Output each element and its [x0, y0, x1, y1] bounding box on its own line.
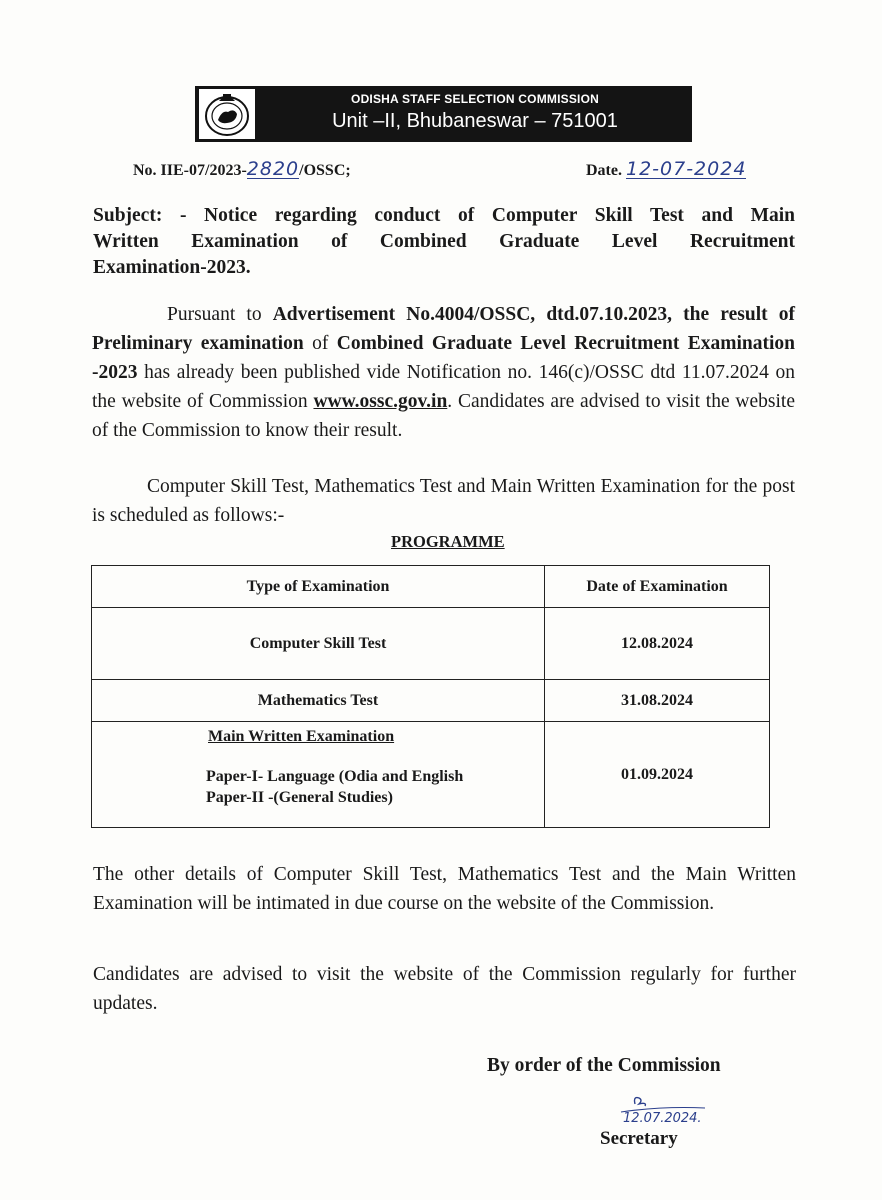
- header-type: Type of Examination: [92, 566, 545, 608]
- exam-date-cell: 12.08.2024: [545, 608, 770, 680]
- header-date: Date of Examination: [545, 566, 770, 608]
- exam-type-cell: Computer Skill Test: [92, 608, 545, 680]
- subject-line-1: Subject: - Notice regarding conduct of Computer Skill Test and Main: [93, 205, 795, 226]
- programme-table: [91, 565, 770, 828]
- organization-name: ODISHA STAFF SELECTION COMMISSION: [351, 92, 599, 106]
- para1-text-2: of: [303, 333, 337, 354]
- handwritten-date: 12-07-2024: [625, 158, 747, 180]
- emblem-seal-icon: [199, 89, 255, 139]
- main-exam-cell: [92, 722, 545, 828]
- subject: [93, 203, 795, 281]
- para1-text-1: Pursuant to: [167, 304, 273, 325]
- programme-title: PROGRAMME: [391, 532, 505, 551]
- signature-icon: [613, 1092, 733, 1126]
- para2-text: Computer Skill Test, Mathematics Test and Main Written Examination for the post is scheduled as follows:-: [92, 476, 795, 526]
- organization-address: Unit –II, Bhubaneswar – 751001: [332, 110, 618, 132]
- reference-date: [586, 160, 746, 180]
- main-exam-title: Main Written Examination: [208, 728, 395, 745]
- designation: Secretary: [600, 1128, 678, 1149]
- exam-date-cell: 31.08.2024: [545, 680, 770, 722]
- handwritten-reference-number: 2820: [246, 158, 300, 180]
- table-row: [92, 680, 770, 722]
- paragraph-result-notice: [92, 300, 795, 445]
- paragraph-schedule-intro: [92, 472, 795, 530]
- paper-2: Paper-II -(General Studies): [206, 789, 393, 806]
- paper-1: Paper-I- Language (Odia and English: [206, 768, 464, 785]
- paragraph-advice: Candidates are advised to visit the website of the Commission regularly for further updates.: [93, 964, 796, 1014]
- reference-prefix: No. IIE-07/2023-: [133, 162, 247, 179]
- para1-text-4: . Candidates are advised to visit the website of the Commission to know their result.: [92, 391, 795, 441]
- paragraph-other-details: The other details of Computer Skill Test, Mathematics Test and the Main Written Examination will be intimated in due course on the website of the Commission.: [93, 864, 796, 914]
- subject-line-2: Written Examination of Combined Graduate Level Recruitment: [93, 231, 795, 252]
- exam-date-cell: 01.09.2024: [545, 722, 770, 828]
- order-line: By order of the Commission: [487, 1055, 721, 1076]
- date-label: Date.: [586, 162, 622, 179]
- table-row: [92, 722, 770, 828]
- table-row: [92, 608, 770, 680]
- table-header-row: [92, 566, 770, 608]
- subject-line-3: Examination-2023.: [93, 257, 251, 278]
- exam-type-cell: Mathematics Test: [92, 680, 545, 722]
- para1-text-3: has already been published vide Notification no. 146(c)/OSSC dtd 11.07.2024 on the website of Commission: [92, 362, 795, 412]
- advertisement-reference: Advertisement No.4004/OSSC, dtd.07.10.2023, the result of Preliminary examination: [92, 304, 795, 354]
- signature-date: 12.07.2024.: [623, 1111, 702, 1126]
- website-link[interactable]: www.ossc.gov.in: [313, 391, 448, 412]
- reference-suffix: /OSSC;: [299, 162, 351, 179]
- examination-name: Combined Graduate Level Recruitment Examination -2023: [92, 333, 795, 383]
- main-exam-papers: [206, 766, 544, 808]
- reference-number: [133, 160, 351, 180]
